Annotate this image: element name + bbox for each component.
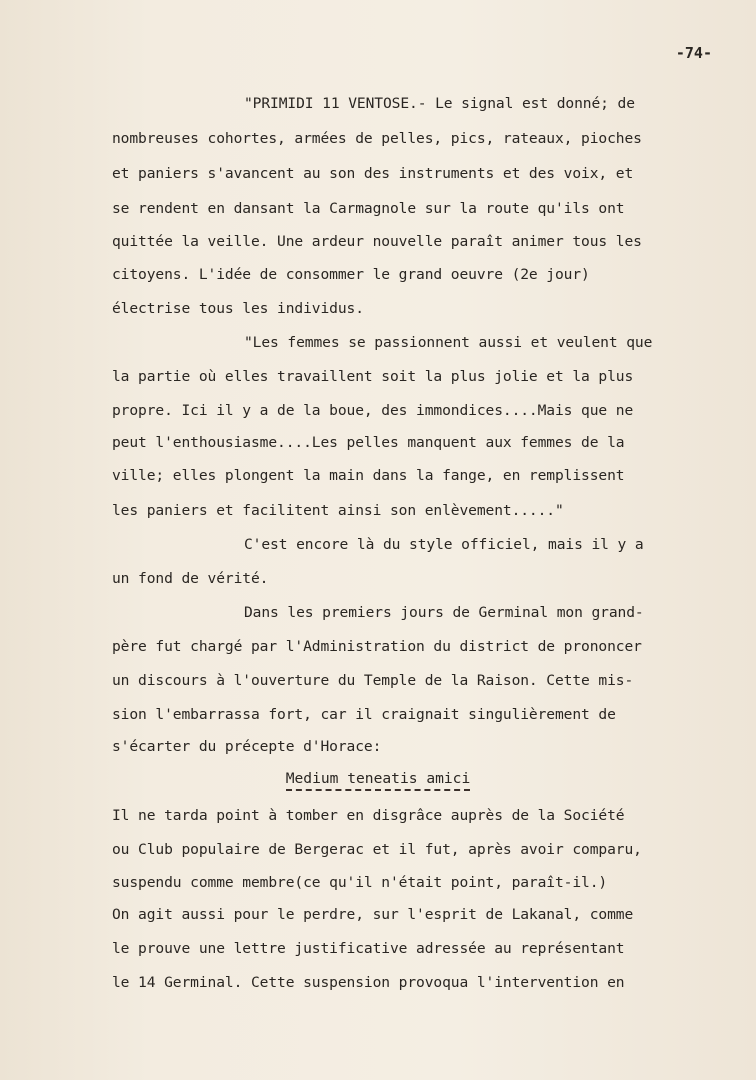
text-line: Il ne tarda point à tomber en disgrâce auprès de la Société bbox=[112, 807, 625, 824]
text-line: un discours à l'ouverture du Temple de la Raison. Cette mis- bbox=[112, 672, 634, 689]
text-line: On agit aussi pour le perdre, sur l'esprit de Lakanal, comme bbox=[112, 906, 634, 923]
text-line: se rendent en dansant la Carmagnole sur la route qu'ils ont bbox=[112, 200, 625, 217]
text-line: peut l'enthousiasme....Les pelles manquent aux femmes de la bbox=[112, 434, 625, 451]
text-line: le prouve une lettre justificative adressée au représentant bbox=[112, 940, 625, 957]
text-line: ville; elles plongent la main dans la fange, en remplissent bbox=[112, 467, 625, 484]
text-line: C'est encore là du style officiel, mais il y a bbox=[244, 536, 644, 553]
text-line: nombreuses cohortes, armées de pelles, pics, rateaux, pioches bbox=[112, 130, 642, 147]
text-line: et paniers s'avancent au son des instruments et des voix, et bbox=[112, 165, 634, 182]
text-line: "Les femmes se passionnent aussi et veulent que bbox=[244, 334, 653, 351]
text-line: le 14 Germinal. Cette suspension provoqua l'intervention en bbox=[112, 974, 625, 991]
page-number: -74- bbox=[675, 44, 712, 62]
text-line: quittée la veille. Une ardeur nouvelle paraît animer tous les bbox=[112, 233, 642, 250]
text-line: électrise tous les individus. bbox=[112, 300, 364, 317]
motto-text: Medium teneatis amici bbox=[286, 770, 471, 791]
text-line: ou Club populaire de Bergerac et il fut, après avoir comparu, bbox=[112, 841, 642, 858]
latin-motto bbox=[0, 770, 756, 791]
text-line: un fond de vérité. bbox=[112, 570, 269, 587]
text-line: Dans les premiers jours de Germinal mon grand- bbox=[244, 604, 644, 621]
text-line: les paniers et facilitent ainsi son enlèvement....." bbox=[112, 502, 564, 519]
text-line: sion l'embarrassa fort, car il craignait singulièrement de bbox=[112, 706, 616, 723]
text-line: suspendu comme membre(ce qu'il n'était point, paraît-il.) bbox=[112, 874, 608, 891]
text-line: s'écarter du précepte d'Horace: bbox=[112, 738, 382, 755]
text-line: père fut chargé par l'Administration du district de prononcer bbox=[112, 638, 642, 655]
text-line: citoyens. L'idée de consommer le grand oeuvre (2e jour) bbox=[112, 266, 590, 283]
text-line: propre. Ici il y a de la boue, des immondices....Mais que ne bbox=[112, 402, 634, 419]
text-line: "PRIMIDI 11 VENTOSE.- Le signal est donné; de bbox=[244, 95, 635, 112]
text-line: la partie où elles travaillent soit la plus jolie et la plus bbox=[112, 368, 634, 385]
